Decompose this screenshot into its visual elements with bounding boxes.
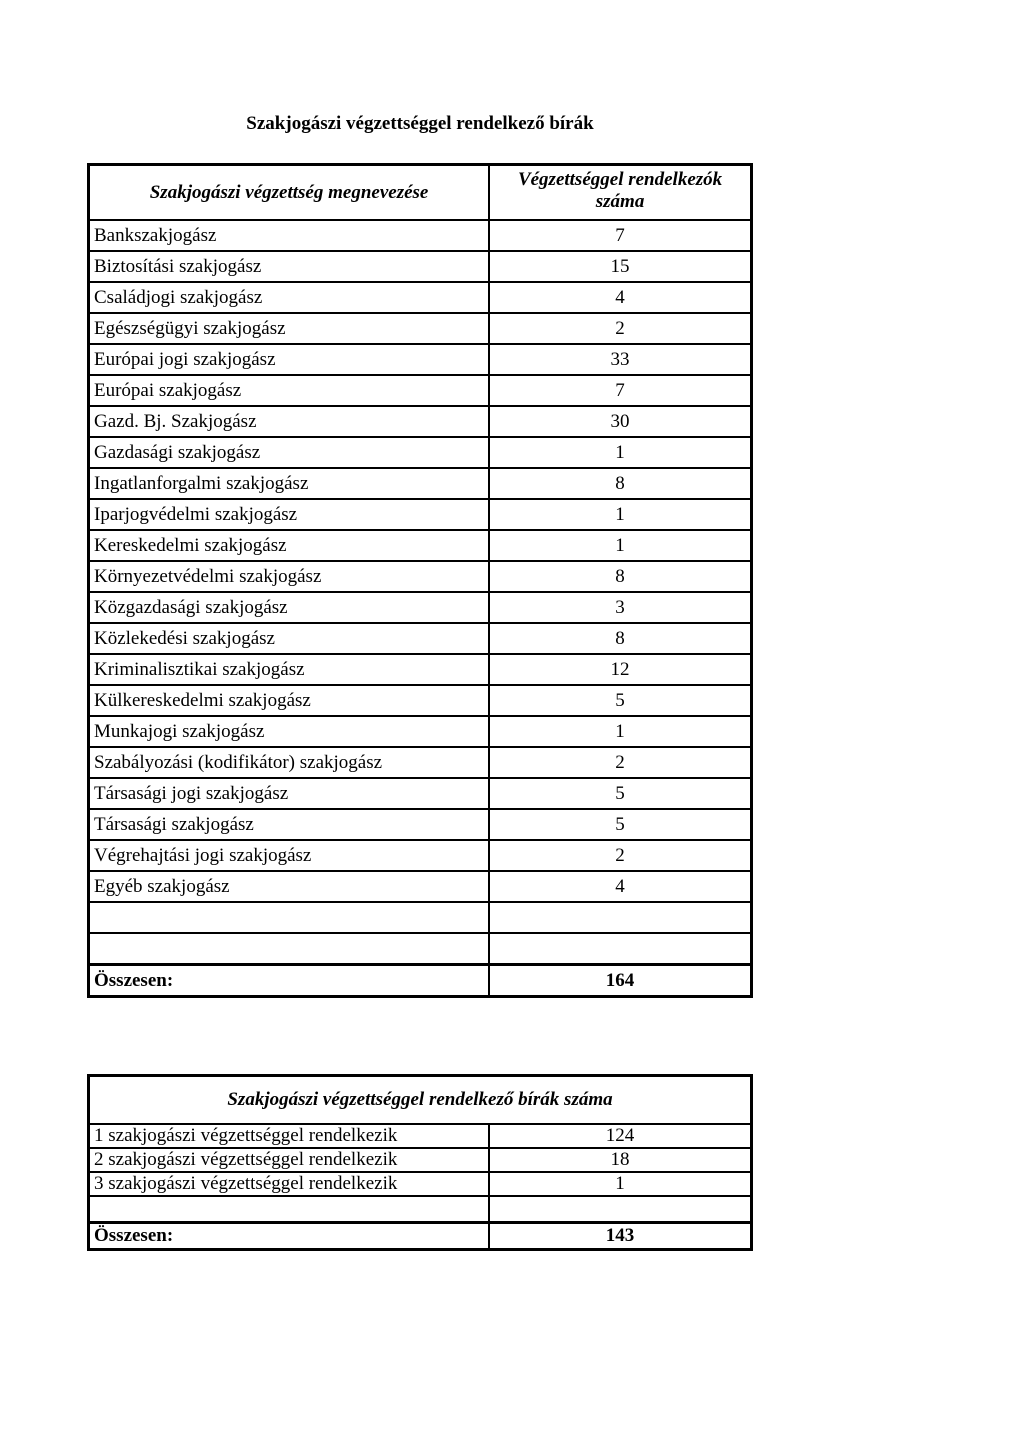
empty-cell — [489, 902, 751, 933]
qualification-table-body — [89, 220, 752, 902]
table-row — [89, 313, 752, 344]
row-count: 8 — [489, 561, 751, 592]
header-qualification-name: Szakjogászi végzettség megnevezése — [89, 165, 490, 221]
row-label: Gazdasági szakjogász — [89, 437, 490, 468]
table-row-empty — [89, 1196, 752, 1223]
row-label: Bankszakjogász — [89, 220, 490, 251]
table-row — [89, 716, 752, 747]
empty-cell — [89, 933, 490, 965]
table-row — [89, 1148, 752, 1172]
row-count: 7 — [489, 375, 751, 406]
row-label: Társasági jogi szakjogász — [89, 778, 490, 809]
empty-cell — [489, 933, 751, 965]
qualification-table — [87, 163, 753, 998]
row-label: Egészségügyi szakjogász — [89, 313, 490, 344]
table-row — [89, 530, 752, 561]
row-label: 3 szakjogászi végzettséggel rendelkezik — [89, 1172, 490, 1196]
total-row — [89, 1223, 752, 1250]
row-label: Biztosítási szakjogász — [89, 251, 490, 282]
table-row-empty — [89, 933, 752, 965]
table-row — [89, 592, 752, 623]
row-label: Kriminalisztikai szakjogász — [89, 654, 490, 685]
table-row — [89, 840, 752, 871]
row-count: 2 — [489, 747, 751, 778]
row-count: 7 — [489, 220, 751, 251]
row-label: Európai jogi szakjogász — [89, 344, 490, 375]
row-count: 5 — [489, 809, 751, 840]
row-count: 5 — [489, 778, 751, 809]
row-count: 33 — [489, 344, 751, 375]
table-header-row — [89, 1076, 752, 1125]
table-row — [89, 468, 752, 499]
table-row — [89, 406, 752, 437]
row-label: Ingatlanforgalmi szakjogász — [89, 468, 490, 499]
table-row — [89, 1124, 752, 1148]
row-count: 1 — [489, 530, 751, 561]
total-value: 143 — [489, 1223, 751, 1250]
row-count: 12 — [489, 654, 751, 685]
table-row — [89, 251, 752, 282]
total-row — [89, 965, 752, 997]
table-row — [89, 344, 752, 375]
row-count: 1 — [489, 499, 751, 530]
row-count: 8 — [489, 468, 751, 499]
row-label: Családjogi szakjogász — [89, 282, 490, 313]
total-value: 164 — [489, 965, 751, 997]
table-row — [89, 685, 752, 716]
table-row — [89, 778, 752, 809]
table-row-empty — [89, 902, 752, 933]
table-row — [89, 437, 752, 468]
table-row — [89, 375, 752, 406]
row-count: 4 — [489, 282, 751, 313]
row-label: Európai szakjogász — [89, 375, 490, 406]
table-header-row — [89, 165, 752, 221]
header-judge-count: Szakjogászi végzettséggel rendelkező bírák száma — [89, 1076, 752, 1125]
row-count: 1 — [489, 437, 751, 468]
total-label: Összesen: — [89, 965, 490, 997]
row-count: 2 — [489, 313, 751, 344]
row-count: 8 — [489, 623, 751, 654]
table-row — [89, 623, 752, 654]
empty-cell — [89, 1196, 490, 1223]
table-row — [89, 1172, 752, 1196]
row-label: Környezetvédelmi szakjogász — [89, 561, 490, 592]
row-count: 124 — [489, 1124, 751, 1148]
row-count: 2 — [489, 840, 751, 871]
table-row — [89, 499, 752, 530]
judge-count-table-body — [89, 1124, 752, 1196]
row-label: Iparjogvédelmi szakjogász — [89, 499, 490, 530]
row-label: Kereskedelmi szakjogász — [89, 530, 490, 561]
table-row — [89, 871, 752, 902]
empty-cell — [89, 902, 490, 933]
row-count: 5 — [489, 685, 751, 716]
row-label: 2 szakjogászi végzettséggel rendelkezik — [89, 1148, 490, 1172]
row-count: 30 — [489, 406, 751, 437]
row-count: 1 — [489, 1172, 751, 1196]
row-label: Végrehajtási jogi szakjogász — [89, 840, 490, 871]
row-label: Társasági szakjogász — [89, 809, 490, 840]
row-count: 3 — [489, 592, 751, 623]
table-row — [89, 654, 752, 685]
row-label: Közlekedési szakjogász — [89, 623, 490, 654]
table-row — [89, 809, 752, 840]
row-count: 18 — [489, 1148, 751, 1172]
table-row — [89, 561, 752, 592]
empty-cell — [489, 1196, 751, 1223]
row-label: Külkereskedelmi szakjogász — [89, 685, 490, 716]
table-row — [89, 282, 752, 313]
judge-count-table — [87, 1074, 753, 1251]
row-label: Munkajogi szakjogász — [89, 716, 490, 747]
row-label: Közgazdasági szakjogász — [89, 592, 490, 623]
row-count: 1 — [489, 716, 751, 747]
total-label: Összesen: — [89, 1223, 490, 1250]
table-row — [89, 220, 752, 251]
table-row — [89, 747, 752, 778]
row-label: Szabályozási (kodifikátor) szakjogász — [89, 747, 490, 778]
row-label: Gazd. Bj. Szakjogász — [89, 406, 490, 437]
row-count: 4 — [489, 871, 751, 902]
row-count: 15 — [489, 251, 751, 282]
header-count: Végzettséggel rendelkezók száma — [489, 165, 751, 221]
row-label: Egyéb szakjogász — [89, 871, 490, 902]
row-label: 1 szakjogászi végzettséggel rendelkezik — [89, 1124, 490, 1148]
page-title: Szakjogászi végzettséggel rendelkező bírák — [246, 113, 594, 134]
